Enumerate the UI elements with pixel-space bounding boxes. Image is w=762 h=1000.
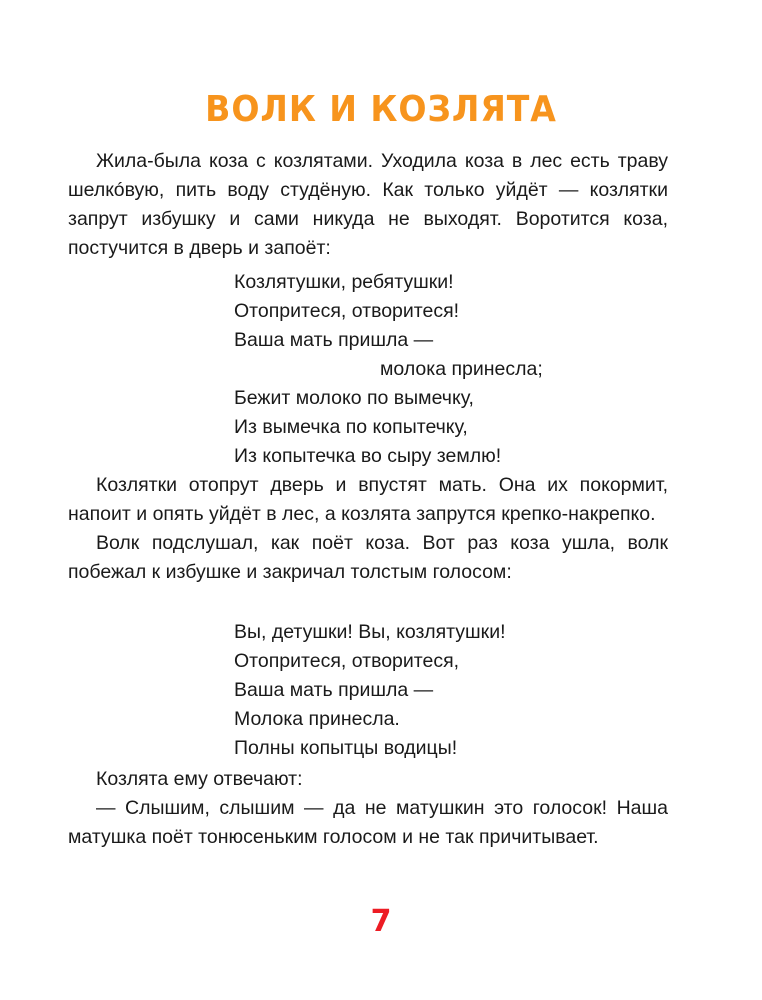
middle-text-block (68, 471, 668, 587)
verse-line: Полны копытцы водицы! (234, 737, 458, 759)
verse-line: Ваша мать пришла — (234, 679, 434, 701)
paragraph: Жила-была коза с козлятами. Уходила коза в лес есть траву шелкóвую, пить воду студёную. Как только уйдёт — козлятки запрут избушку и сами никуда не выходят. Воротится коза, постучится в дверь и запоёт: (68, 150, 668, 259)
verse-line: Из копытечка во сыру землю! (234, 445, 502, 467)
wolf-song-verse (234, 618, 574, 763)
paragraph: Козлятки отопрут дверь и впустят мать. Она их покормит, напоит и опять уйдёт в лес, а козлята запрутся крепко-накрепко. (68, 474, 668, 525)
story-title: ВОЛК И КОЗЛЯТА (205, 89, 557, 130)
verse-line: Бежит молоко по вымечку, (234, 387, 474, 409)
ending-text-block (68, 765, 668, 852)
verse-line: Вы, детушки! Вы, козлятушки! (234, 621, 506, 643)
verse-line: Молока принесла. (234, 708, 400, 730)
page-number: 7 (370, 904, 392, 939)
verse-line: Отопритеся, отворитеся, (234, 650, 460, 672)
paragraph: Волк подслушал, как поёт коза. Вот раз коза ушла, волк побежал к избушке и закричал толстым голосом: (68, 532, 668, 583)
verse-line: молока принесла; (380, 358, 543, 380)
verse-line: Отопритеся, отворитеся! (234, 300, 460, 322)
paragraph: — Слышим, слышим — да не матушкин это голосок! Наша матушка поёт тонюсеньким голосом и не так причитывает. (68, 797, 668, 848)
goat-song-verse (234, 268, 574, 471)
verse-line: Козлятушки, ребятушки! (234, 271, 454, 293)
intro-text-block (68, 147, 668, 263)
paragraph: Козлята ему отвечают: (96, 768, 303, 790)
verse-line: Ваша мать пришла — (234, 329, 434, 351)
verse-line: Из вымечка по копытечку, (234, 416, 468, 438)
